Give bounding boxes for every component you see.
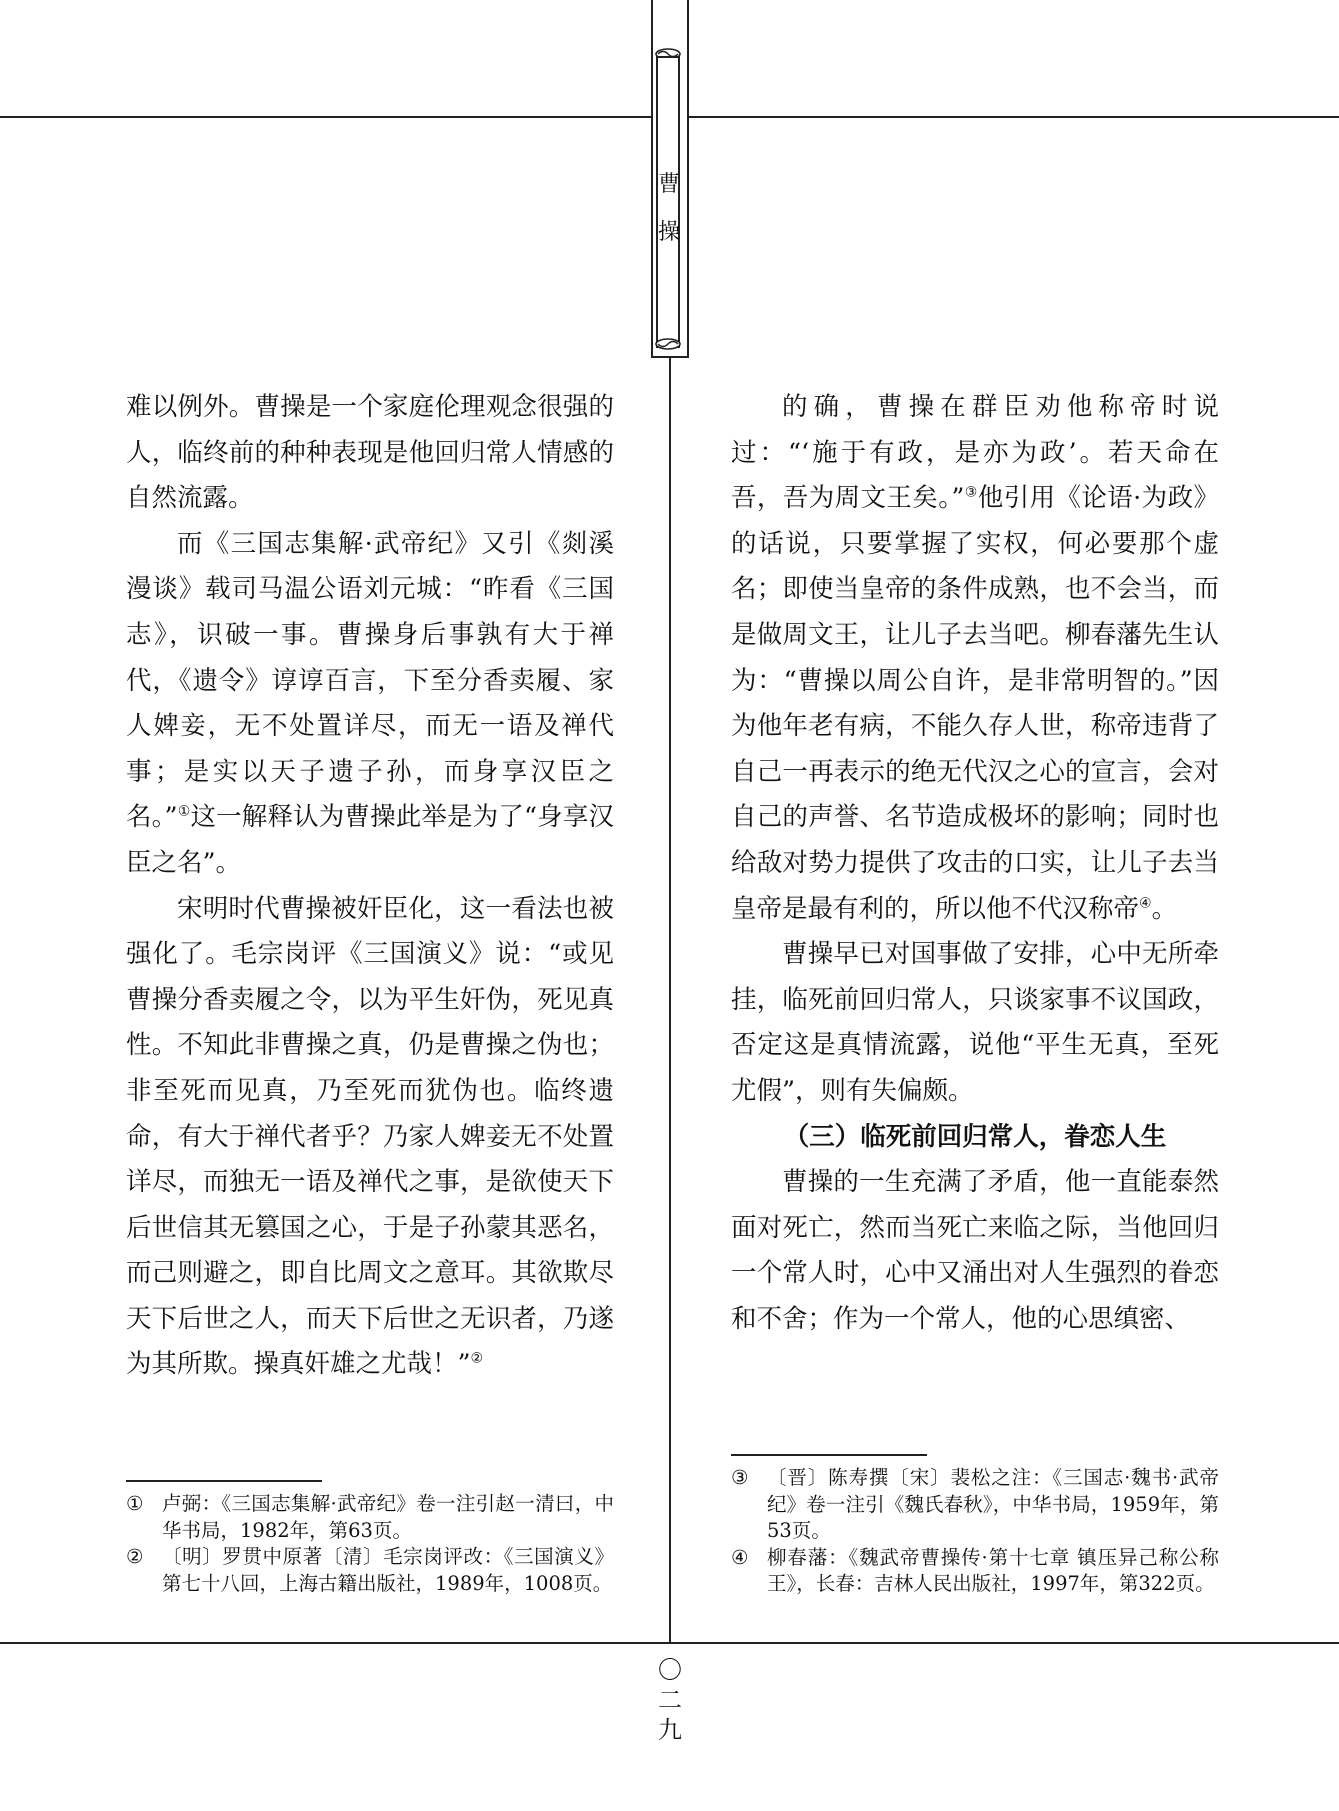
left-column	[126, 385, 614, 1388]
scroll-panel	[656, 56, 680, 348]
page-number	[652, 1655, 688, 1745]
footnote-text: 〔明〕罗贯中原著〔清〕毛宗岗评改：《三国演义》第七十八回，上海古籍出版社，1989年，1008页。	[162, 1545, 614, 1595]
section-heading: （三）临死前回归常人，眷恋人生	[783, 1121, 1167, 1152]
footnote-ref[interactable]: ④	[1139, 895, 1152, 912]
footnote-mark: ③	[731, 1466, 749, 1489]
paragraph-text: 而《三国志集解·武帝纪》又引《剡溪漫谈》载司马温公语刘元城：“昨看《三国志》，识破一事。曹操身后事孰有大于禅代，《遗令》谆谆百言，下至分香卖履、家人婢妾，无不处置详尽，而无一语及禅代事；是实以天子遗子孙，而身享汉臣之名。”	[126, 528, 614, 833]
footnotes-left	[126, 1491, 614, 1597]
page-number-digit: 九	[658, 1716, 682, 1744]
footnote-mark: ④	[731, 1545, 749, 1569]
column-divider	[669, 358, 671, 1642]
paragraph-text: 他引用《论语·为政》的话说，只要掌握了实权，何必要那个虚名；即使当皇帝的条件成熟，也不会当，而是做周文王，让儿子去当吧。柳春藩先生认为：“曹操以周公自许，是非常明智的。”因为他年老有病，不能久存人世，称帝违背了自己一再表示的绝无代汉之心的宣言，会对自己的声誉、名节造成极坏的影响；同时也给敌对势力提供了攻击的口实，让儿子去当皇帝是最有利的，所以他不代汉称帝	[731, 483, 1219, 924]
right-column	[731, 385, 1219, 1342]
footnote	[126, 1544, 614, 1597]
footnote-mark: ②	[126, 1545, 144, 1568]
footnote-text: 柳春藩：《魏武帝曹操传·第十七章 镇压异己称公称王》，长春：吉林人民出版社，1997年，第322页。	[767, 1545, 1219, 1595]
paragraph	[126, 522, 614, 887]
paragraph-text: 宋明时代曹操被奸臣化，这一看法也被强化了。毛宗岗评《三国演义》说：“或见曹操分香卖履之令，以为平生奸伪，死见真性。不知此非曹操之真，仍是曹操之伪也；非至死而见真，乃至死而犹伪也。临终遗命，有大于禅代者乎？乃家人婢妾无不处置详尽，而独无一语及禅代之事，是欲使天下后世信其无篡国之心，于是子孙蒙其恶名，而己则避之，即自比周文之意耳。其欲欺尽天下后世之人，而天下后世之无识者，乃遂为其所欺。操真奸雄之尤哉！”	[126, 893, 614, 1380]
page-number-digit: 〇	[658, 1656, 682, 1684]
paragraph-text: 这一解释认为曹操此举是为了“身享汉臣之名”。	[126, 802, 614, 878]
footnote-ref[interactable]: ③	[964, 484, 978, 501]
footnotes-right	[731, 1465, 1219, 1598]
footnote-ref[interactable]: ①	[177, 803, 191, 820]
paragraph	[731, 385, 1219, 932]
footnote-rule-left	[126, 1480, 322, 1482]
paragraph-text: 。	[1151, 893, 1178, 924]
footnote-ref[interactable]: ②	[470, 1350, 484, 1367]
footnote-text: 卢弼：《三国志集解·武帝纪》卷一注引赵一清曰，中华书局，1982年，第63页。	[162, 1492, 614, 1542]
footnote-rule-right	[731, 1454, 927, 1456]
running-title-char-1: 曹	[658, 172, 681, 197]
paragraph	[126, 887, 614, 1389]
paragraph: 曹操早已对国事做了安排，心中无所牵挂，临死前回归常人，只谈家事不议国政，否定这是真情流露，说他“平生无真，至死尤假”，则有失偏颇。	[731, 939, 1219, 1106]
paragraph: 难以例外。曹操是一个家庭伦理观念很强的人，临终前的种种表现是他回归常人情感的自然流露。	[126, 392, 614, 514]
footnote-mark: ①	[126, 1492, 144, 1515]
running-title-char-2: 操	[658, 220, 681, 245]
running-title-scroll	[651, 0, 689, 360]
footnote	[731, 1545, 1219, 1598]
paragraph: 曹操的一生充满了矛盾，他一直能泰然面对死亡，然而当死亡来临之际，当他回归一个常人时，心中又涌出对人生强烈的眷恋和不舍；作为一个常人，他的心思缜密、	[731, 1167, 1219, 1334]
paragraph-text: 的确，曹操在群臣劝他称帝时说过：“‘施于有政，是亦为政’。若天命在吾，吾为周文王矣。”	[731, 392, 1219, 514]
footnote	[126, 1491, 614, 1544]
footnote-text: 〔晋〕陈寿撰〔宋〕裴松之注：《三国志·魏书·武帝纪》卷一注引《魏氏春秋》，中华书局，1959年，第53页。	[767, 1466, 1219, 1542]
scroll-ornament-bottom-icon	[655, 338, 681, 350]
page-number-digit: 二	[658, 1686, 682, 1714]
bottom-rule	[0, 1642, 1339, 1644]
footnote	[731, 1465, 1219, 1545]
